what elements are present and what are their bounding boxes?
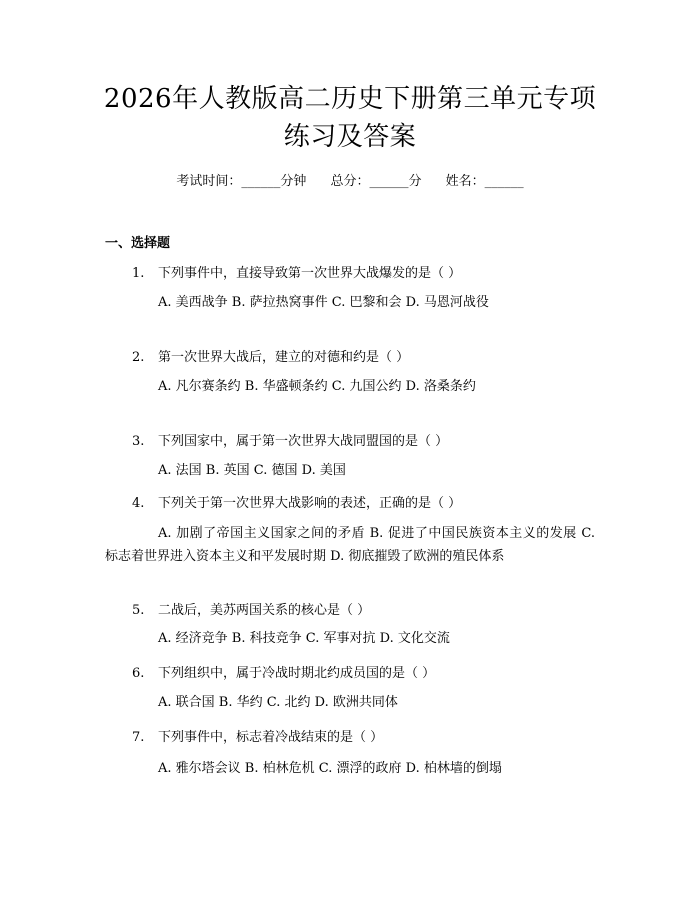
question-3-options: A. 法国 B. 英国 C. 德国 D. 美国 — [158, 463, 346, 478]
question-5 — [132, 599, 370, 618]
question-3 — [132, 430, 448, 449]
question-7 — [132, 726, 383, 745]
question-4-options: A. 加剧了帝国主义国家之间的矛盾 B. 促进了中国民族资本主义的发展 C. 标志着世界进入资本主义和平发展时期 D. 彻底摧毁了欧洲的殖民体系 — [105, 526, 595, 564]
question-number: 2. — [132, 350, 145, 365]
question-5-options: A. 经济竞争 B. 科技竞争 C. 军事对抗 D. 文化交流 — [158, 631, 450, 646]
question-4 — [132, 492, 461, 511]
question-text: 下列组织中，属于冷战时期北约成员国的是（ ） — [158, 666, 436, 681]
question-6 — [132, 662, 435, 681]
question-1 — [132, 262, 461, 281]
question-2 — [132, 346, 409, 365]
question-text: 下列国家中，属于第一次世界大战同盟国的是（ ） — [158, 434, 449, 449]
question-text: 第一次世界大战后，建立的对德和约是（ ） — [158, 350, 410, 365]
question-number: 3. — [132, 434, 145, 449]
question-2-options: A. 凡尔赛条约 B. 华盛顿条约 C. 九国公约 D. 洛桑条约 — [158, 379, 476, 394]
question-text: 下列事件中，标志着冷战结束的是（ ） — [158, 730, 384, 745]
question-number: 1. — [132, 266, 145, 281]
section-heading: 一、选择题 — [105, 236, 171, 251]
question-1-options: A. 美西战争 B. 萨拉热窝事件 C. 巴黎和会 D. 马恩河战役 — [158, 295, 489, 310]
exam-score: 总分：______分 — [330, 174, 422, 189]
student-name: 姓名：______ — [445, 174, 524, 189]
question-number: 6. — [132, 666, 145, 681]
question-text: 二战后，美苏两国关系的核心是（ ） — [158, 603, 371, 618]
question-number: 7. — [132, 730, 145, 745]
question-text: 下列事件中，直接导致第一次世界大战爆发的是（ ） — [158, 266, 462, 281]
question-7-options: A. 雅尔塔会议 B. 柏林危机 C. 漂浮的政府 D. 柏林墙的倒塌 — [158, 761, 502, 776]
question-text: 下列关于第一次世界大战影响的表述，正确的是（ ） — [158, 496, 462, 511]
question-number: 5. — [132, 603, 145, 618]
page-title: 2026年人教版高二历史下册第三单元专项练习及答案 — [103, 84, 597, 152]
question-6-options: A. 联合国 B. 华约 C. 北约 D. 欧洲共同体 — [158, 695, 398, 710]
exam-time: 考试时间：______分钟 — [176, 174, 307, 189]
exam-info — [0, 170, 700, 189]
question-number: 4. — [132, 496, 145, 511]
